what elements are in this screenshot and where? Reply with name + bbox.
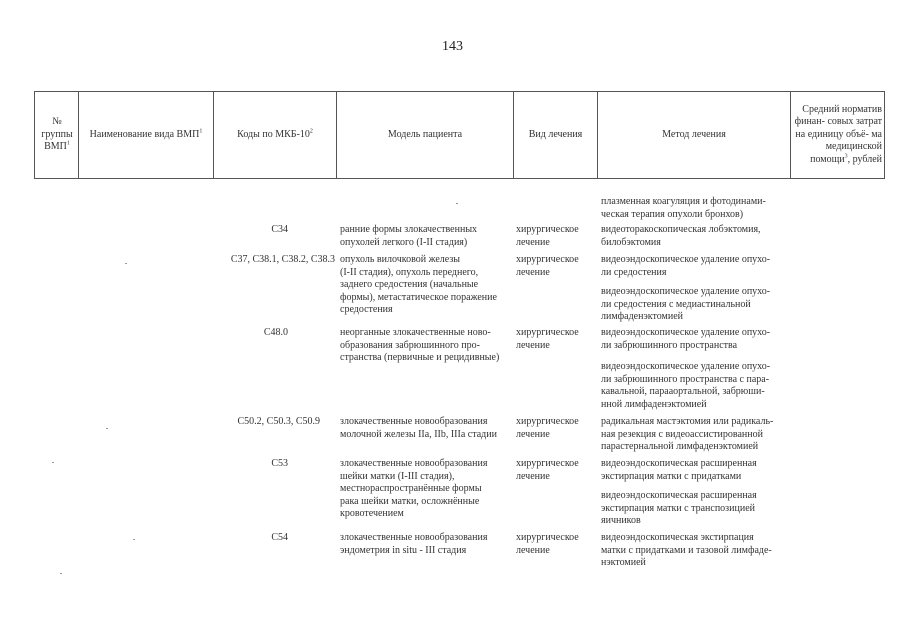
patient-model-text: злокачественные новообразования молочной железы IIa, IIb, IIIa стадии <box>340 416 497 440</box>
header-cost-text: ма медицинской помощи <box>810 128 882 165</box>
header-cost-text: Средний норматив финан- <box>794 103 882 128</box>
patient-model-text: неорганные злокачественные ново- образования забрюшинного про- странства (первичные и рецидивные) <box>340 327 500 364</box>
method-text: радикальная мастэктомия или радикаль- ная резекция с видеоассистированной парастернальной лимфаденэктомией <box>601 416 774 453</box>
header-treatment-type-text: Вид лечения <box>528 128 583 140</box>
icd-code: С53 <box>271 458 288 469</box>
header-icd-codes <box>215 91 335 179</box>
column-divider <box>336 91 337 179</box>
header-group-number <box>37 91 77 179</box>
header-patient-model-text: Модель пациента <box>387 128 463 140</box>
header-cost-text: совых затрат на единицу объё- <box>795 116 882 140</box>
scan-speck <box>60 573 62 574</box>
icd-code: С54 <box>271 532 288 543</box>
header-cost-text: , рублей <box>847 153 882 165</box>
footnote-mark: 1 <box>66 140 70 147</box>
header-treatment-method-text: Метод лечения <box>662 128 726 140</box>
scan-speck <box>456 203 458 204</box>
treatment-type-text: хирургическое лечение <box>516 224 579 248</box>
method-text: плазменная коагуляция и фотодинами- ческая терапия опухоли бронхов) <box>601 196 766 220</box>
method-text: видеоэндоскопическая расширенная экстирпация матки с придатками <box>601 458 757 482</box>
icd-code: С37, С38.1, С38.2, С38.3 <box>230 254 335 265</box>
header-treatment-type <box>515 91 596 179</box>
header-treatment-method <box>599 91 789 179</box>
patient-model-text: ранние формы злокачественных опухолей легкого (I-II стадия) <box>340 224 478 248</box>
treatment-type-text: хирургическое лечение <box>516 532 579 556</box>
treatment-type-text: хирургическое лечение <box>516 416 579 440</box>
icd-code: С50.2, С50.3, С50.9 <box>237 416 320 427</box>
treatment-type-text: хирургическое лечение <box>516 458 579 482</box>
header-vmp-name <box>80 91 212 179</box>
patient-model-text: злокачественные новообразования эндометрия in situ - III стадия <box>340 532 488 556</box>
method-text: видеоэндоскопическое удаление опухо- ли забрюшинного пространства <box>601 327 771 351</box>
page-number: 143 <box>442 39 463 54</box>
scan-speck <box>106 428 108 429</box>
patient-model-text: опухоль вилочковой железы (I-II стадия), опухоль переднего, заднего средостения (начальные формы), метастатическое поражение средостения <box>340 254 497 316</box>
patient-model-text: злокачественные новообразования шейки матки (I-III стадия), местнораспространённые формы рака шейки матки, осложнённые кровотечением <box>340 458 488 520</box>
method-text: видеоэндоскопическая экстирпация матки с придатками и тазовой лимфаде- нэктомией <box>601 532 772 569</box>
column-divider <box>213 91 214 179</box>
method-text: видеоторакоскопическая лобэктомия, билобэктомия <box>601 224 761 248</box>
icd-code: С34 <box>271 224 288 235</box>
scan-speck <box>125 263 127 264</box>
header-vmp-name-text: Наименование вида ВМП <box>89 128 200 140</box>
header-cost-standard <box>792 91 884 179</box>
method-text: видеоэндоскопическое удаление опухо- ли средостения с медиастинальной лимфаденэктомией <box>601 286 771 323</box>
column-divider <box>597 91 598 179</box>
column-divider <box>78 91 79 179</box>
scan-speck <box>52 462 54 463</box>
column-divider <box>513 91 514 179</box>
footnote-mark: 2 <box>309 128 313 135</box>
column-divider <box>790 91 791 179</box>
method-text: видеоэндоскопическая расширенная экстирпация матки с транспозицией яичников <box>601 490 757 527</box>
header-icd-codes-text: Коды по МКБ-10 <box>237 128 310 140</box>
treatment-type-text: хирургическое лечение <box>516 327 579 351</box>
footnote-mark: 1 <box>199 128 203 135</box>
icd-code: С48.0 <box>263 327 288 338</box>
method-text: видеоэндоскопическое удаление опухо- ли средостения <box>601 254 771 278</box>
treatment-type-text: хирургическое лечение <box>516 254 579 278</box>
scan-speck <box>133 539 135 540</box>
footnote-mark: 3 <box>844 153 848 160</box>
table-header <box>34 91 885 179</box>
header-patient-model <box>338 91 512 179</box>
header-group-number-text: № группы ВМП <box>41 116 73 153</box>
method-text: видеоэндоскопическое удаление опухо- ли забрюшинного пространства с пара- кавальной, парааортальной, забрюши- нной лимфаденэктомией <box>601 361 771 410</box>
